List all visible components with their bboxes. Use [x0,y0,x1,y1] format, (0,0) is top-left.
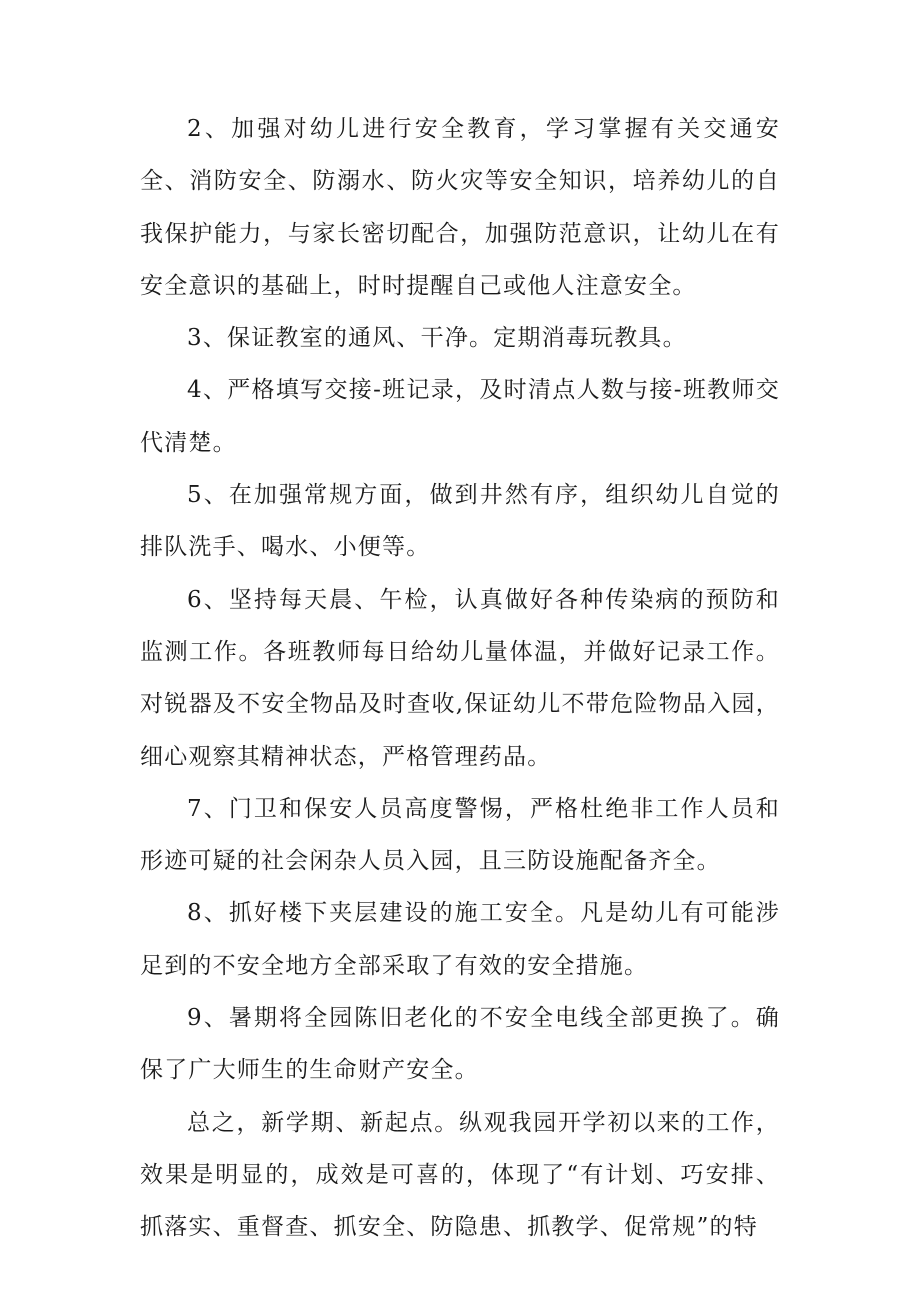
paragraph-item-5: 5、在加强常规方面，做到井然有序，组织幼儿自觉的排队洗手、喝水、小便等。 [140,482,780,561]
paragraph-summary: 总之，新学期、新起点。纵观我园开学初以来的工作，效果是明显的，成效是可喜的，体现了“有计划、巧安排、抓落实、重督查、抓安全、防隐患、抓教学、促常规”的特 [140,1109,780,1241]
paragraph-item-6: 6、坚持每天晨、午检，认真做好各种传染病的预防和监测工作。各班教师每日给幼儿量体温，并做好记录工作。对锐器及不安全物品及时查收,保证幼儿不带危险物品入园，细心观察其精神状态，严格管理药品。 [140,586,780,770]
paragraph-item-8: 8、抓好楼下夹层建设的施工安全。凡是幼儿有可能涉足到的不安全地方全部采取了有效的安全措施。 [140,900,780,979]
paragraph-item-7: 7、门卫和保安人员高度警惕，严格杜绝非工作人员和形迹可疑的社会闲杂人员入园，且三防设施配备齐全。 [140,795,780,875]
paragraph-item-3: 3、保证教室的通风、干净。定期消毒玩教具。 [187,325,687,352]
paragraph-item-9: 9、暑期将全园陈旧老化的不安全电线全部更换了。确保了广大师生的生命财产安全。 [140,1005,780,1084]
paragraph-item-2: 2、加强对幼儿进行安全教育，学习掌握有关交通安全、消防安全、防溺水、防火灾等安全知识，培养幼儿的自我保护能力，与家长密切配合，加强防范意识，让幼儿在有安全意识的基础上，时时提醒自己或他人注意安全。 [140,116,780,299]
document-body [140,103,780,1254]
paragraph-item-4: 4、严格填写交接-班记录，及时清点人数与接-班教师交代清楚。 [140,377,780,456]
